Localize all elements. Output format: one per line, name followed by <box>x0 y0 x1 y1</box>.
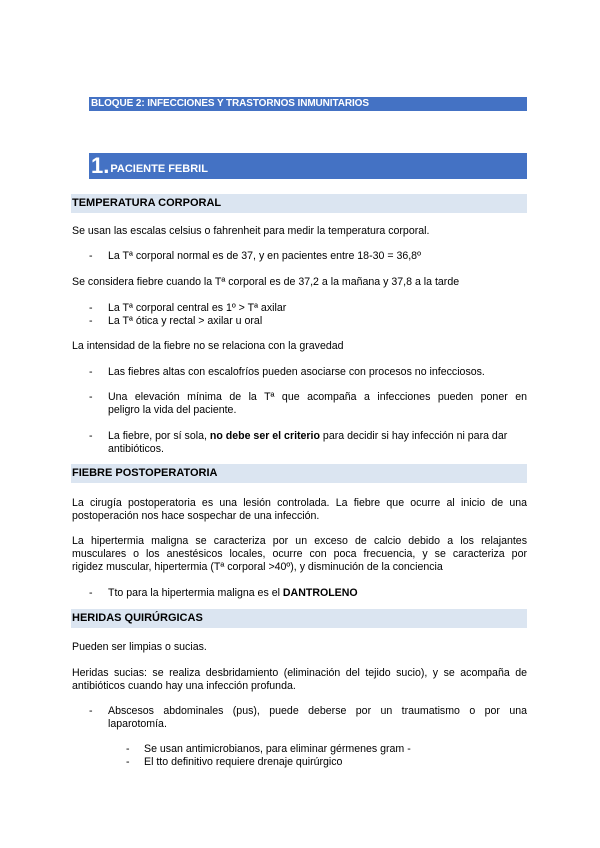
list-item-text <box>108 587 527 601</box>
paragraph-line: antibióticos cuando hay una infección profunda. <box>72 680 296 692</box>
emphasis-text: no debe ser el criterio <box>209 430 320 442</box>
bullet-dash: - <box>89 705 93 717</box>
list-item-text: laparotomía. <box>108 718 167 730</box>
bullet-dash: - <box>89 250 93 262</box>
chapter-heading <box>89 153 527 179</box>
bullet-dash: - <box>89 391 93 403</box>
block-title: BLOQUE 2: INFECCIONES Y TRASTORNOS INMUNITARIOS <box>89 97 527 111</box>
paragraph-line: postoperación nos hace sospechar de una infección. <box>72 510 320 522</box>
paragraph: La cirugía postoperatoria es una lesión controlada. La fiebre que ocurre al inicio de una <box>72 497 527 509</box>
list-item-text: La Tª corporal normal es de 37, y en pacientes entre 18-30 = 36,8º <box>108 250 421 262</box>
paragraph: La intensidad de la fiebre no se relaciona con la gravedad <box>72 340 344 352</box>
bullet-dash: - <box>126 756 130 768</box>
chapter-number: 1. <box>91 153 110 178</box>
list-item-text: Una elevación mínima de la Tª que acompaña a infecciones pueden poner en <box>108 391 527 403</box>
section-heading-postoperatoria: FIEBRE POSTOPERATORIA <box>71 464 527 483</box>
paragraph-line: musculares o los anestésicos locales, ocurre con poca frecuencia, y se caracteriza por <box>72 548 527 560</box>
text-run: para decidir si hay infección ni para dar <box>319 430 508 442</box>
list-item-text <box>108 430 527 444</box>
bullet-dash: - <box>126 743 130 755</box>
text-run: La fiebre, por sí sola, <box>108 430 210 442</box>
bullet-dash: - <box>89 302 93 314</box>
list-item-text: Abscesos abdominales (pus), puede deberse por un traumatismo o por una <box>108 705 527 717</box>
list-item-text: antibióticos. <box>108 443 164 455</box>
list-item-text: Las fiebres altas con escalofríos pueden asociarse con procesos no infecciosos. <box>108 366 485 378</box>
list-item-text: La Tª corporal central es 1º > Tª axilar <box>108 302 287 314</box>
paragraph: Pueden ser limpias o sucias. <box>72 641 207 653</box>
bullet-dash: - <box>89 587 93 599</box>
text-run: Tto para la hipertermia maligna es el <box>108 587 283 599</box>
paragraph: Se considera fiebre cuando la Tª corporal es de 37,2 a la mañana y 37,8 a la tarde <box>72 276 460 288</box>
paragraph-line: rigidez muscular, hipertermia (Tª corporal >40º), y disminución de la conciencia <box>72 561 443 573</box>
chapter-title: PACIENTE FEBRIL <box>110 163 208 175</box>
paragraph: Se usan las escalas celsius o fahrenheit para medir la temperatura corporal. <box>72 225 430 237</box>
bullet-dash: - <box>89 315 93 327</box>
list-item-text: La Tª ótica y rectal > axilar u oral <box>108 315 263 327</box>
emphasis-text: DANTROLENO <box>282 587 358 599</box>
section-heading-heridas: HERIDAS QUIRÚRGICAS <box>71 609 527 628</box>
paragraph: La hipertermia maligna se caracteriza por un exceso de calcio debido a los relajantes <box>72 535 527 547</box>
bullet-dash: - <box>89 430 93 442</box>
list-item-text: Se usan antimicrobianos, para eliminar gérmenes gram - <box>144 743 411 755</box>
section-heading-temperatura: TEMPERATURA CORPORAL <box>71 194 527 213</box>
bullet-dash: - <box>89 366 93 378</box>
paragraph: Heridas sucias: se realiza desbridamiento (eliminación del tejido sucio), y se acompaña de <box>72 667 527 679</box>
list-item-text: peligro la vida del paciente. <box>108 404 237 416</box>
list-item-text: El tto definitivo requiere drenaje quirúrgico <box>144 756 343 768</box>
